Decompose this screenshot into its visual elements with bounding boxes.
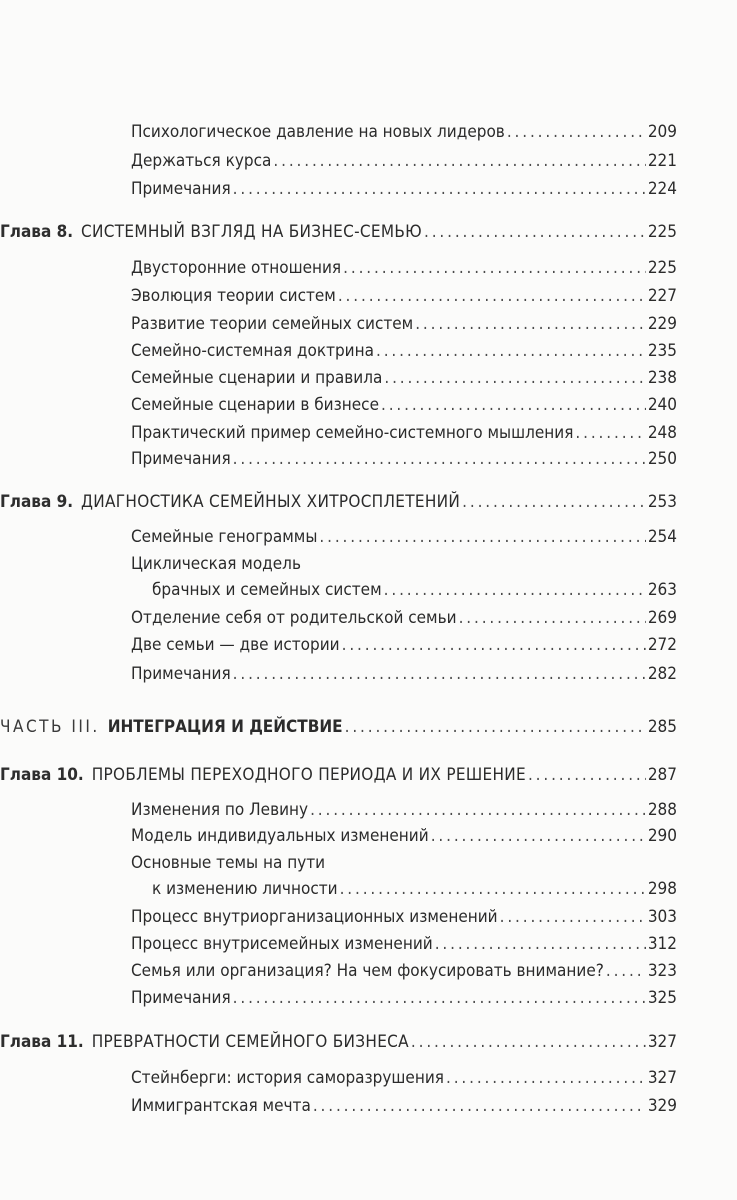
chapter-title: СИСТЕМНЫЙ ВЗГЛЯД НА БИЗНЕС-СЕМЬЮ	[81, 222, 422, 242]
toc-entry	[131, 799, 677, 821]
chapter-title: ПРОБЛЕМЫ ПЕРЕХОДНОГО ПЕРИОДА И ИХ РЕШЕНИЕ	[91, 765, 526, 785]
toc-entry-title: Отделение себя от родительской семьи	[131, 608, 457, 628]
toc-part-heading	[0, 716, 677, 738]
toc-page-number: 225	[647, 222, 677, 242]
toc-leader-dots	[606, 960, 646, 982]
toc-leader-dots	[435, 933, 646, 955]
toc-leader-dots	[384, 579, 646, 601]
toc-entry	[131, 257, 677, 279]
chapter-label: Глава 10.	[0, 765, 84, 785]
toc-entry	[131, 987, 677, 1009]
toc-leader-dots	[424, 221, 646, 243]
toc-leader-dots	[233, 178, 646, 200]
chapter-label: Глава 9.	[0, 492, 74, 512]
toc-page-number: 269	[647, 608, 677, 628]
toc-leader-dots	[233, 663, 646, 685]
toc-entry	[131, 825, 677, 847]
toc-leader-dots	[343, 257, 646, 279]
toc-entry-title: Практический пример семейно-системного мышления	[131, 423, 574, 443]
toc-entry-title: Стейнберги: история саморазрушения	[131, 1068, 444, 1088]
toc-leader-dots	[313, 1095, 646, 1117]
toc-entry	[131, 933, 677, 955]
toc-entry	[131, 1095, 677, 1117]
toc-entry-title: Эволюция теории систем	[131, 286, 336, 306]
toc-leader-dots	[338, 285, 646, 307]
toc-entry	[131, 150, 677, 172]
toc-page-number: 282	[647, 664, 677, 684]
toc-entry	[131, 313, 677, 335]
toc-page-number: 323	[647, 961, 677, 981]
chapter-label: Глава 11.	[0, 1032, 84, 1052]
toc-chapter-heading	[0, 1031, 677, 1053]
toc-page-number: 221	[647, 151, 677, 171]
toc-chapter-heading	[0, 491, 677, 513]
toc-page-number: 285	[647, 717, 677, 737]
toc-entry-title: брачных и семейных систем	[152, 580, 382, 600]
toc-entry	[131, 178, 677, 200]
toc-leader-dots	[575, 422, 645, 444]
toc-entry-title: Примечания	[131, 449, 231, 469]
toc-page-number: 235	[647, 341, 677, 361]
chapter-label: Глава 8.	[0, 222, 74, 242]
toc-page-number: 254	[647, 527, 677, 547]
toc-page-number: 250	[647, 449, 677, 469]
toc-entry	[131, 422, 677, 444]
toc-entry	[131, 121, 677, 143]
toc-chapter-heading	[0, 221, 677, 243]
toc-leader-dots	[340, 878, 646, 900]
toc-leader-dots	[233, 987, 646, 1009]
toc-entry	[131, 448, 677, 470]
toc-chapter-heading	[0, 764, 677, 786]
toc-entry-title: Две семьи — две истории	[131, 635, 340, 655]
part-title: ИНТЕГРАЦИЯ И ДЕЙСТВИЕ	[107, 717, 343, 737]
toc-leader-dots	[459, 607, 646, 629]
part-label: ЧАСТЬ III.	[0, 717, 100, 737]
toc-page-number: 287	[647, 765, 677, 785]
toc-entry-title: Процесс внутрисемейных изменений	[131, 934, 433, 954]
toc-entry-title: Семейные сценарии и правила	[131, 368, 383, 388]
toc-entry-title: Примечания	[131, 664, 231, 684]
toc-entry	[131, 367, 677, 389]
toc-leader-dots	[500, 906, 646, 928]
toc-entry	[131, 960, 677, 982]
toc-entry-title: Примечания	[131, 988, 231, 1008]
toc-page-number: 272	[647, 635, 677, 655]
toc-leader-dots	[415, 313, 646, 335]
toc-leader-dots	[411, 1031, 646, 1053]
toc-entry-title: Двусторонние отношения	[131, 258, 342, 278]
toc-entry	[131, 285, 677, 307]
toc-page-number: 248	[647, 423, 677, 443]
toc-entry-title: Иммигрантская мечта	[131, 1096, 311, 1116]
toc-entry-title: Модель индивидуальных изменений	[131, 826, 429, 846]
toc-page-number: 238	[647, 368, 677, 388]
toc-leader-dots	[507, 121, 646, 143]
toc-page-number: 263	[647, 580, 677, 600]
toc-leader-dots	[310, 799, 646, 821]
toc-page-number: 229	[647, 314, 677, 334]
toc-entry	[152, 878, 677, 900]
toc-entry	[131, 607, 677, 629]
toc-leader-dots	[376, 340, 646, 362]
toc-page-number: 253	[647, 492, 677, 512]
toc-leader-dots	[345, 716, 646, 738]
toc-page-number: 312	[647, 934, 677, 954]
toc-entry	[131, 1067, 677, 1089]
toc-leader-dots	[319, 526, 645, 548]
toc-entry	[131, 526, 677, 548]
chapter-title: ПРЕВРАТНОСТИ СЕМЕЙНОГО БИЗНЕСА	[91, 1032, 409, 1052]
toc-entry-title: Процесс внутриорганизационных изменений	[131, 907, 498, 927]
toc-page-number: 298	[647, 879, 677, 899]
toc-entry-title-line1: Циклическая модель	[131, 554, 301, 574]
toc-page-number: 209	[647, 122, 677, 142]
toc-entry-title-line1: Основные темы на пути	[131, 853, 326, 873]
toc-page-number: 224	[647, 179, 677, 199]
toc-page-number: 325	[647, 988, 677, 1008]
toc-entry-title: Семья или организация? На чем фокусировать внимание?	[131, 961, 604, 981]
toc-entry	[131, 906, 677, 928]
toc-entry	[131, 394, 677, 416]
toc-entry-title: Семейные сценарии в бизнесе	[131, 395, 379, 415]
toc-leader-dots	[446, 1067, 646, 1089]
toc-entry-title: к изменению личности	[152, 879, 338, 899]
toc-leader-dots	[431, 825, 646, 847]
toc-leader-dots	[273, 150, 645, 172]
toc-leader-dots	[528, 764, 646, 786]
toc-leader-dots	[381, 394, 646, 416]
toc-page-number: 290	[647, 826, 677, 846]
toc-page-number: 327	[647, 1068, 677, 1088]
toc-leader-dots	[342, 634, 646, 656]
toc-page-number: 303	[647, 907, 677, 927]
toc-entry-title: Психологическое давление на новых лидеров	[131, 122, 505, 142]
toc-page-number: 288	[647, 800, 677, 820]
toc-leader-dots	[384, 367, 645, 389]
toc-entry-title: Держаться курса	[131, 151, 272, 171]
toc-entry	[152, 579, 677, 601]
toc-entry-title: Изменения по Левину	[131, 800, 309, 820]
toc-page-number: 240	[647, 395, 677, 415]
toc-entry-title: Семейные генограммы	[131, 527, 318, 547]
toc-entry	[131, 340, 677, 362]
toc-page-number: 329	[647, 1096, 677, 1116]
toc-entry-title: Развитие теории семейных систем	[131, 314, 414, 334]
toc-entry	[131, 663, 677, 685]
toc-leader-dots	[462, 491, 646, 513]
toc-leader-dots	[233, 448, 646, 470]
chapter-title: ДИАГНОСТИКА СЕМЕЙНЫХ ХИТРОСПЛЕТЕНИЙ	[81, 492, 461, 512]
toc-page-number: 225	[647, 258, 677, 278]
toc-entry	[131, 634, 677, 656]
toc-page-number: 327	[647, 1032, 677, 1052]
toc-page-number: 227	[647, 286, 677, 306]
toc-entry-title: Примечания	[131, 179, 231, 199]
toc-entry-title: Семейно-системная доктрина	[131, 341, 374, 361]
